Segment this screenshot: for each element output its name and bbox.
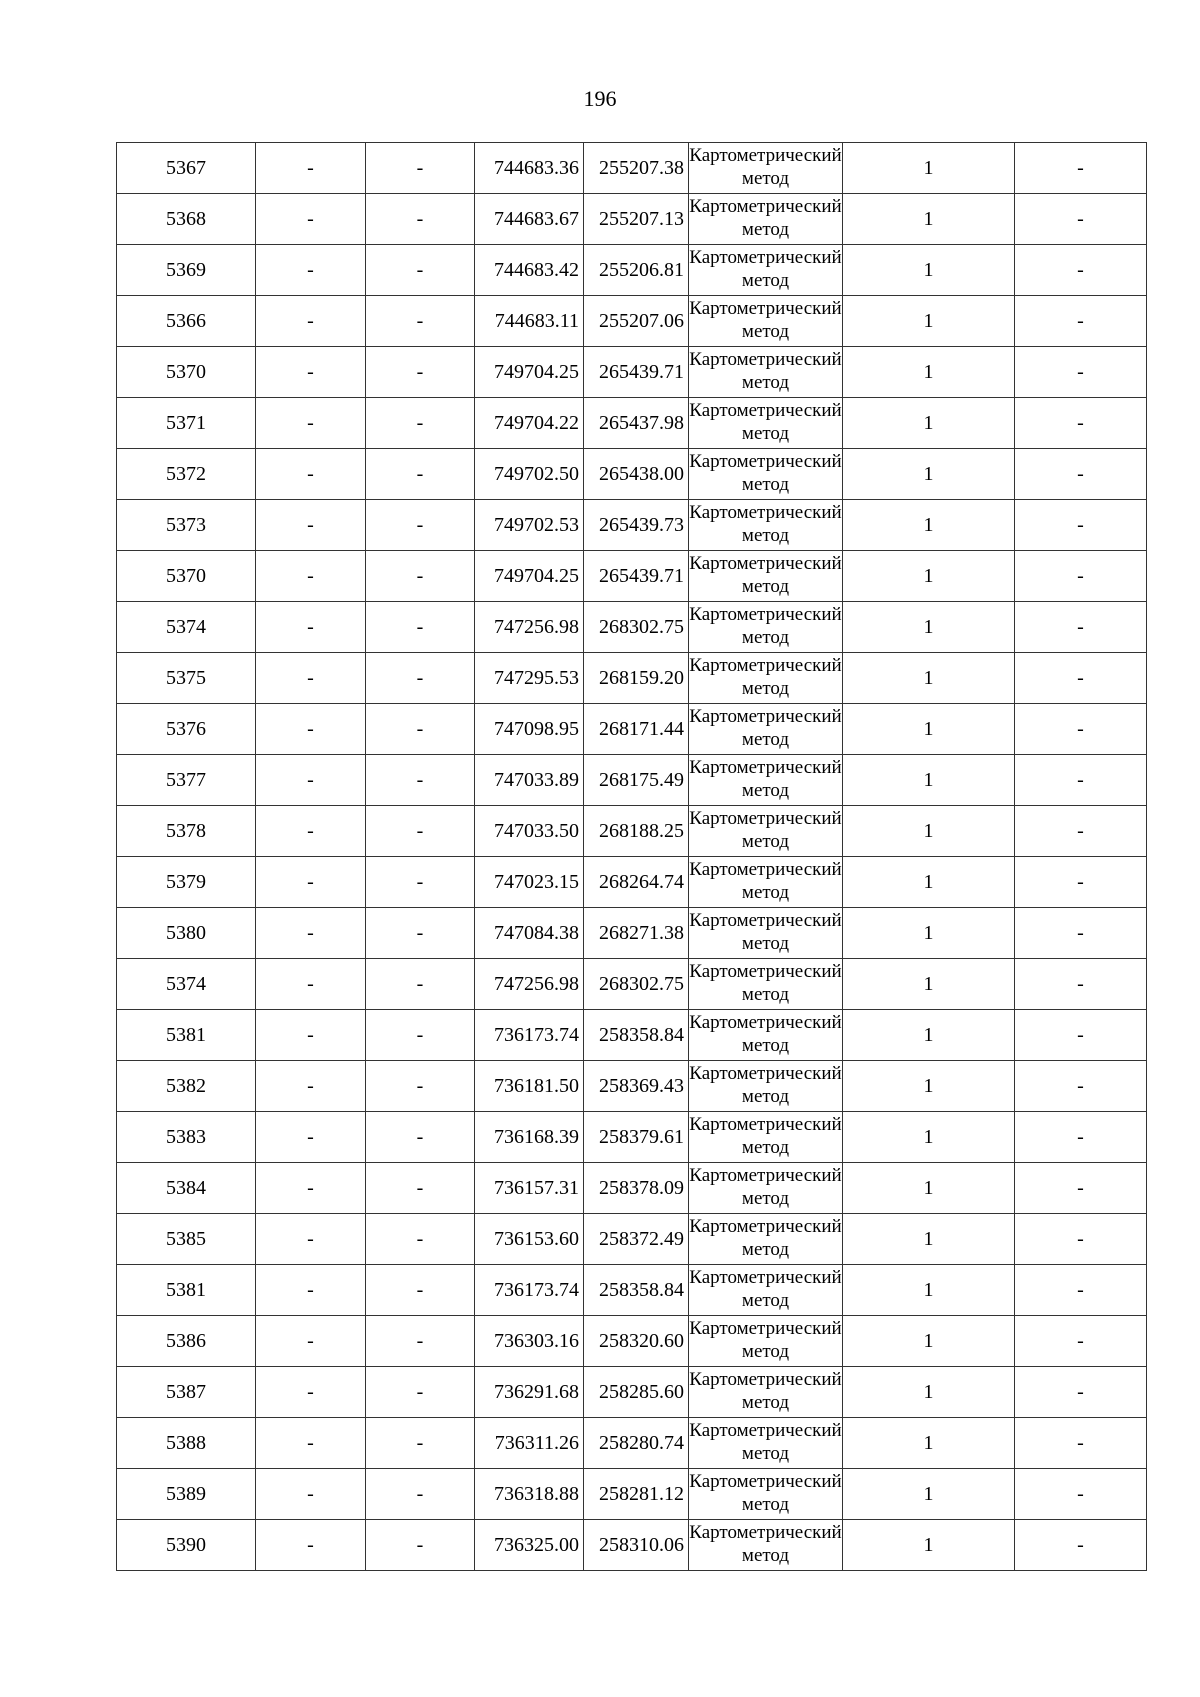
accuracy-cell: 1 [843, 704, 1015, 755]
x-coordinate-cell: 744683.36 [475, 143, 584, 194]
point-number-cell: 5374 [117, 959, 256, 1010]
column-8-cell: - [1015, 857, 1147, 908]
x-coordinate-cell: 749704.25 [475, 551, 584, 602]
y-coordinate-cell: 255207.38 [584, 143, 689, 194]
table-row [117, 1367, 1147, 1418]
method-cell: Картометрический метод [689, 143, 843, 194]
table-row [117, 1061, 1147, 1112]
column-8-cell: - [1015, 1112, 1147, 1163]
column-8-cell: - [1015, 602, 1147, 653]
accuracy-cell: 1 [843, 500, 1015, 551]
method-cell: Картометрический метод [689, 602, 843, 653]
y-coordinate-cell: 268264.74 [584, 857, 689, 908]
x-coordinate-cell: 747098.95 [475, 704, 584, 755]
x-coordinate-cell: 736291.68 [475, 1367, 584, 1418]
point-number-cell: 5374 [117, 602, 256, 653]
accuracy-cell: 1 [843, 449, 1015, 500]
column-8-cell: - [1015, 1163, 1147, 1214]
x-coordinate-cell: 747023.15 [475, 857, 584, 908]
table-row [117, 143, 1147, 194]
point-number-cell: 5383 [117, 1112, 256, 1163]
table-row [117, 908, 1147, 959]
table-row [117, 857, 1147, 908]
table-row [117, 1469, 1147, 1520]
column-2-cell: - [256, 1367, 366, 1418]
column-8-cell: - [1015, 347, 1147, 398]
accuracy-cell: 1 [843, 653, 1015, 704]
column-3-cell: - [366, 1316, 475, 1367]
point-number-cell: 5381 [117, 1010, 256, 1061]
y-coordinate-cell: 258378.09 [584, 1163, 689, 1214]
column-2-cell: - [256, 500, 366, 551]
method-cell: Картометрический метод [689, 857, 843, 908]
point-number-cell: 5385 [117, 1214, 256, 1265]
table-row [117, 806, 1147, 857]
column-3-cell: - [366, 755, 475, 806]
accuracy-cell: 1 [843, 245, 1015, 296]
column-8-cell: - [1015, 551, 1147, 602]
y-coordinate-cell: 265439.71 [584, 347, 689, 398]
x-coordinate-cell: 747256.98 [475, 959, 584, 1010]
column-3-cell: - [366, 653, 475, 704]
column-2-cell: - [256, 1112, 366, 1163]
point-number-cell: 5382 [117, 1061, 256, 1112]
point-number-cell: 5370 [117, 551, 256, 602]
column-3-cell: - [366, 1163, 475, 1214]
method-cell: Картометрический метод [689, 1061, 843, 1112]
column-2-cell: - [256, 959, 366, 1010]
column-8-cell: - [1015, 1316, 1147, 1367]
method-cell: Картометрический метод [689, 245, 843, 296]
column-3-cell: - [366, 449, 475, 500]
y-coordinate-cell: 258310.06 [584, 1520, 689, 1571]
x-coordinate-cell: 749702.53 [475, 500, 584, 551]
column-3-cell: - [366, 398, 475, 449]
accuracy-cell: 1 [843, 1316, 1015, 1367]
column-3-cell: - [366, 1367, 475, 1418]
table-row [117, 1265, 1147, 1316]
method-cell: Картометрический метод [689, 806, 843, 857]
column-8-cell: - [1015, 755, 1147, 806]
column-3-cell: - [366, 143, 475, 194]
x-coordinate-cell: 736181.50 [475, 1061, 584, 1112]
column-8-cell: - [1015, 1367, 1147, 1418]
column-3-cell: - [366, 1469, 475, 1520]
point-number-cell: 5379 [117, 857, 256, 908]
column-3-cell: - [366, 1112, 475, 1163]
point-number-cell: 5367 [117, 143, 256, 194]
table-row [117, 1112, 1147, 1163]
y-coordinate-cell: 268302.75 [584, 602, 689, 653]
method-cell: Картометрический метод [689, 1010, 843, 1061]
column-3-cell: - [366, 1010, 475, 1061]
x-coordinate-cell: 744683.67 [475, 194, 584, 245]
table-row [117, 551, 1147, 602]
table-row [117, 704, 1147, 755]
x-coordinate-cell: 749704.22 [475, 398, 584, 449]
y-coordinate-cell: 258372.49 [584, 1214, 689, 1265]
table-body [117, 143, 1147, 1571]
accuracy-cell: 1 [843, 1061, 1015, 1112]
column-3-cell: - [366, 908, 475, 959]
column-3-cell: - [366, 602, 475, 653]
method-cell: Картометрический метод [689, 1418, 843, 1469]
x-coordinate-cell: 747256.98 [475, 602, 584, 653]
point-number-cell: 5368 [117, 194, 256, 245]
column-2-cell: - [256, 806, 366, 857]
table-row [117, 1520, 1147, 1571]
point-number-cell: 5387 [117, 1367, 256, 1418]
point-number-cell: 5380 [117, 908, 256, 959]
method-cell: Картометрический метод [689, 551, 843, 602]
column-8-cell: - [1015, 398, 1147, 449]
y-coordinate-cell: 268171.44 [584, 704, 689, 755]
x-coordinate-cell: 736303.16 [475, 1316, 584, 1367]
point-number-cell: 5386 [117, 1316, 256, 1367]
x-coordinate-cell: 747084.38 [475, 908, 584, 959]
column-2-cell: - [256, 755, 366, 806]
method-cell: Картометрический метод [689, 1367, 843, 1418]
x-coordinate-cell: 736325.00 [475, 1520, 584, 1571]
x-coordinate-cell: 749702.50 [475, 449, 584, 500]
table-row [117, 347, 1147, 398]
method-cell: Картометрический метод [689, 347, 843, 398]
accuracy-cell: 1 [843, 1163, 1015, 1214]
method-cell: Картометрический метод [689, 1265, 843, 1316]
x-coordinate-cell: 736311.26 [475, 1418, 584, 1469]
column-2-cell: - [256, 398, 366, 449]
table-row [117, 449, 1147, 500]
column-2-cell: - [256, 449, 366, 500]
column-8-cell: - [1015, 1214, 1147, 1265]
accuracy-cell: 1 [843, 602, 1015, 653]
column-2-cell: - [256, 1214, 366, 1265]
coordinates-table [116, 142, 1147, 1571]
column-2-cell: - [256, 653, 366, 704]
table-row [117, 755, 1147, 806]
y-coordinate-cell: 268159.20 [584, 653, 689, 704]
column-2-cell: - [256, 1469, 366, 1520]
y-coordinate-cell: 265439.71 [584, 551, 689, 602]
point-number-cell: 5389 [117, 1469, 256, 1520]
table-row [117, 602, 1147, 653]
column-8-cell: - [1015, 908, 1147, 959]
method-cell: Картометрический метод [689, 653, 843, 704]
y-coordinate-cell: 265438.00 [584, 449, 689, 500]
accuracy-cell: 1 [843, 143, 1015, 194]
x-coordinate-cell: 744683.42 [475, 245, 584, 296]
column-8-cell: - [1015, 449, 1147, 500]
column-2-cell: - [256, 296, 366, 347]
column-3-cell: - [366, 551, 475, 602]
accuracy-cell: 1 [843, 347, 1015, 398]
accuracy-cell: 1 [843, 398, 1015, 449]
x-coordinate-cell: 749704.25 [475, 347, 584, 398]
y-coordinate-cell: 258320.60 [584, 1316, 689, 1367]
column-8-cell: - [1015, 704, 1147, 755]
column-3-cell: - [366, 1061, 475, 1112]
column-3-cell: - [366, 194, 475, 245]
column-8-cell: - [1015, 296, 1147, 347]
y-coordinate-cell: 258358.84 [584, 1010, 689, 1061]
y-coordinate-cell: 268302.75 [584, 959, 689, 1010]
column-2-cell: - [256, 857, 366, 908]
y-coordinate-cell: 268175.49 [584, 755, 689, 806]
accuracy-cell: 1 [843, 551, 1015, 602]
method-cell: Картометрический метод [689, 1469, 843, 1520]
x-coordinate-cell: 736173.74 [475, 1265, 584, 1316]
table-row [117, 1214, 1147, 1265]
method-cell: Картометрический метод [689, 1316, 843, 1367]
accuracy-cell: 1 [843, 296, 1015, 347]
y-coordinate-cell: 258280.74 [584, 1418, 689, 1469]
point-number-cell: 5384 [117, 1163, 256, 1214]
column-3-cell: - [366, 704, 475, 755]
table-row [117, 1316, 1147, 1367]
x-coordinate-cell: 736168.39 [475, 1112, 584, 1163]
point-number-cell: 5375 [117, 653, 256, 704]
column-3-cell: - [366, 806, 475, 857]
y-coordinate-cell: 258369.43 [584, 1061, 689, 1112]
method-cell: Картометрический метод [689, 296, 843, 347]
column-3-cell: - [366, 1265, 475, 1316]
method-cell: Картометрический метод [689, 1163, 843, 1214]
point-number-cell: 5377 [117, 755, 256, 806]
column-3-cell: - [366, 1418, 475, 1469]
point-number-cell: 5372 [117, 449, 256, 500]
x-coordinate-cell: 744683.11 [475, 296, 584, 347]
accuracy-cell: 1 [843, 908, 1015, 959]
column-2-cell: - [256, 245, 366, 296]
accuracy-cell: 1 [843, 1265, 1015, 1316]
table-row [117, 1163, 1147, 1214]
column-8-cell: - [1015, 1418, 1147, 1469]
accuracy-cell: 1 [843, 194, 1015, 245]
accuracy-cell: 1 [843, 959, 1015, 1010]
table-row [117, 194, 1147, 245]
accuracy-cell: 1 [843, 1367, 1015, 1418]
point-number-cell: 5388 [117, 1418, 256, 1469]
method-cell: Картометрический метод [689, 500, 843, 551]
point-number-cell: 5369 [117, 245, 256, 296]
accuracy-cell: 1 [843, 1418, 1015, 1469]
column-8-cell: - [1015, 959, 1147, 1010]
column-8-cell: - [1015, 194, 1147, 245]
accuracy-cell: 1 [843, 806, 1015, 857]
point-number-cell: 5390 [117, 1520, 256, 1571]
column-8-cell: - [1015, 1520, 1147, 1571]
column-3-cell: - [366, 347, 475, 398]
y-coordinate-cell: 265439.73 [584, 500, 689, 551]
point-number-cell: 5366 [117, 296, 256, 347]
method-cell: Картометрический метод [689, 908, 843, 959]
column-2-cell: - [256, 1265, 366, 1316]
column-3-cell: - [366, 296, 475, 347]
column-8-cell: - [1015, 245, 1147, 296]
accuracy-cell: 1 [843, 1214, 1015, 1265]
column-2-cell: - [256, 1520, 366, 1571]
point-number-cell: 5381 [117, 1265, 256, 1316]
method-cell: Картометрический метод [689, 1214, 843, 1265]
method-cell: Картометрический метод [689, 704, 843, 755]
y-coordinate-cell: 258379.61 [584, 1112, 689, 1163]
y-coordinate-cell: 268188.25 [584, 806, 689, 857]
table-row [117, 398, 1147, 449]
column-2-cell: - [256, 347, 366, 398]
table-row [117, 245, 1147, 296]
column-2-cell: - [256, 1418, 366, 1469]
column-8-cell: - [1015, 1265, 1147, 1316]
y-coordinate-cell: 258358.84 [584, 1265, 689, 1316]
accuracy-cell: 1 [843, 857, 1015, 908]
point-number-cell: 5378 [117, 806, 256, 857]
table-row [117, 1010, 1147, 1061]
column-2-cell: - [256, 1010, 366, 1061]
column-2-cell: - [256, 143, 366, 194]
column-3-cell: - [366, 959, 475, 1010]
column-8-cell: - [1015, 653, 1147, 704]
accuracy-cell: 1 [843, 1112, 1015, 1163]
point-number-cell: 5370 [117, 347, 256, 398]
accuracy-cell: 1 [843, 1520, 1015, 1571]
x-coordinate-cell: 736153.60 [475, 1214, 584, 1265]
y-coordinate-cell: 268271.38 [584, 908, 689, 959]
column-8-cell: - [1015, 143, 1147, 194]
column-2-cell: - [256, 1163, 366, 1214]
column-8-cell: - [1015, 1061, 1147, 1112]
y-coordinate-cell: 255206.81 [584, 245, 689, 296]
y-coordinate-cell: 255207.13 [584, 194, 689, 245]
table-row [117, 296, 1147, 347]
column-2-cell: - [256, 704, 366, 755]
method-cell: Картометрический метод [689, 398, 843, 449]
column-3-cell: - [366, 1214, 475, 1265]
column-3-cell: - [366, 500, 475, 551]
table-row [117, 653, 1147, 704]
method-cell: Картометрический метод [689, 959, 843, 1010]
x-coordinate-cell: 747033.89 [475, 755, 584, 806]
y-coordinate-cell: 258281.12 [584, 1469, 689, 1520]
column-2-cell: - [256, 908, 366, 959]
x-coordinate-cell: 747033.50 [475, 806, 584, 857]
column-3-cell: - [366, 1520, 475, 1571]
y-coordinate-cell: 255207.06 [584, 296, 689, 347]
point-number-cell: 5373 [117, 500, 256, 551]
accuracy-cell: 1 [843, 1469, 1015, 1520]
accuracy-cell: 1 [843, 755, 1015, 806]
column-3-cell: - [366, 245, 475, 296]
table-row [117, 959, 1147, 1010]
column-2-cell: - [256, 551, 366, 602]
x-coordinate-cell: 736157.31 [475, 1163, 584, 1214]
page-number: 196 [583, 86, 617, 111]
point-number-cell: 5376 [117, 704, 256, 755]
y-coordinate-cell: 265437.98 [584, 398, 689, 449]
method-cell: Картометрический метод [689, 1112, 843, 1163]
table-row [117, 1418, 1147, 1469]
x-coordinate-cell: 736173.74 [475, 1010, 584, 1061]
column-2-cell: - [256, 194, 366, 245]
column-8-cell: - [1015, 806, 1147, 857]
column-3-cell: - [366, 857, 475, 908]
method-cell: Картометрический метод [689, 1520, 843, 1571]
accuracy-cell: 1 [843, 1010, 1015, 1061]
column-8-cell: - [1015, 1469, 1147, 1520]
column-8-cell: - [1015, 1010, 1147, 1061]
table-row [117, 500, 1147, 551]
x-coordinate-cell: 736318.88 [475, 1469, 584, 1520]
x-coordinate-cell: 747295.53 [475, 653, 584, 704]
method-cell: Картометрический метод [689, 194, 843, 245]
method-cell: Картометрический метод [689, 449, 843, 500]
y-coordinate-cell: 258285.60 [584, 1367, 689, 1418]
column-2-cell: - [256, 602, 366, 653]
column-8-cell: - [1015, 500, 1147, 551]
point-number-cell: 5371 [117, 398, 256, 449]
column-2-cell: - [256, 1061, 366, 1112]
method-cell: Картометрический метод [689, 755, 843, 806]
column-2-cell: - [256, 1316, 366, 1367]
